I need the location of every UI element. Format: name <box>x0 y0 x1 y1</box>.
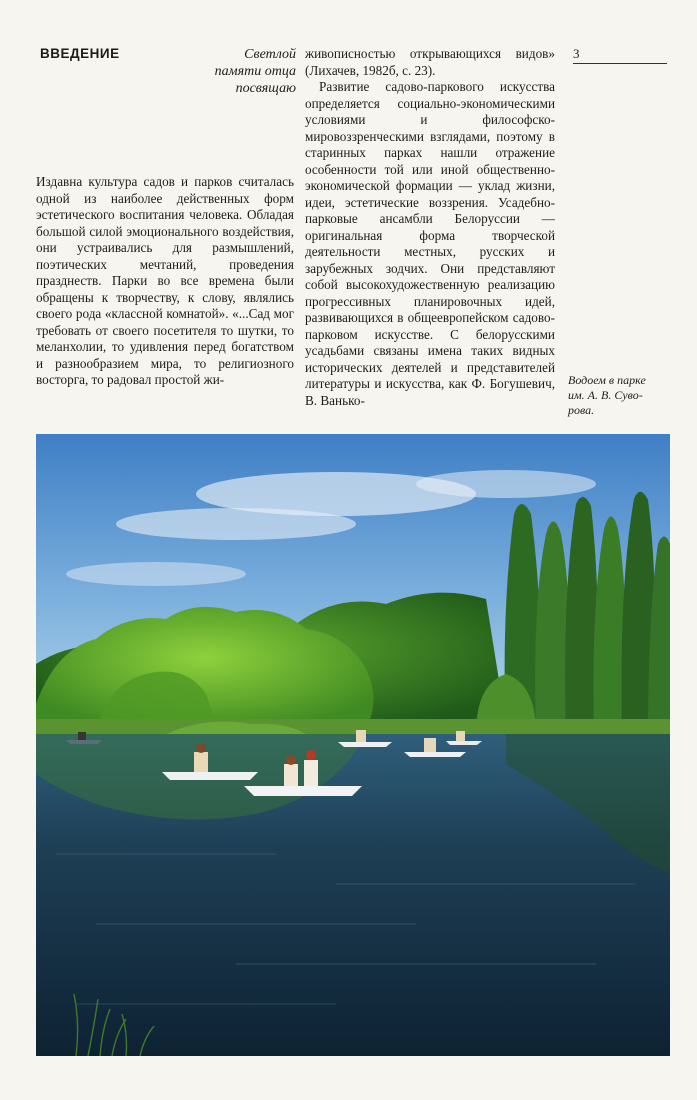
caption-line: Водоем в парке <box>568 373 646 387</box>
paragraph: Развитие садово-паркового искусства определяется социально-экономическими условиями и философско-мировоззренческими взглядами, поэтому в старинных парках нашли отражение особенности той или иной общественно-экономической формации — уклад жизни, идеи, эстетические воззрения. Усадебно-парковые ансамбли Белоруссии — оригинальная форма творческой деятельности местных, русских и зарубежных зодчих. Они представляют собой высокохудожественную реализацию прогрессивных планировочных идей, развивающихся в общеевропейском садово-парковом искусстве. С белорусскими усадьбами связаны имена таких видных исторических деятелей и представителей литературы и искусства, как Ф. Богушевич, В. Ванько- <box>305 79 555 408</box>
caption-line: им. А. В. Суво- <box>568 388 643 402</box>
paragraph: живописностью открывающихся видов» (Лихачев, 1982б, с. 23). <box>305 46 555 78</box>
caption-line: рова. <box>568 403 595 417</box>
dedication <box>170 46 296 97</box>
dedication-line: Светлой <box>244 47 296 62</box>
park-pond-photo <box>36 434 670 1056</box>
dedication-line: посвящаю <box>235 81 296 96</box>
text-column-right <box>305 46 555 409</box>
page-number: 3 <box>573 46 667 64</box>
paragraph: Издавна культура садов и парков считалась одной из наиболее действенных форм эстетического воспитания человека. Обладая большой силой эмоционального воздействия, они устраивались для размышлений, поэтических мечтаний, проведения празднеств. Парки во все времена были обращены к творчеству, к слову, являлись своего рода «классной комнатой». «...Сад мог требовать от своего посетителя то шутки, то меланхолии, то удивления перед богатством и разнообразием мира, то религиозного восторга, то радовал простой жи- <box>36 174 294 387</box>
text-column-left <box>36 174 294 389</box>
dedication-line: памяти отца <box>214 64 296 79</box>
photo-caption <box>568 373 670 418</box>
section-heading: ВВЕДЕНИЕ <box>40 46 120 61</box>
